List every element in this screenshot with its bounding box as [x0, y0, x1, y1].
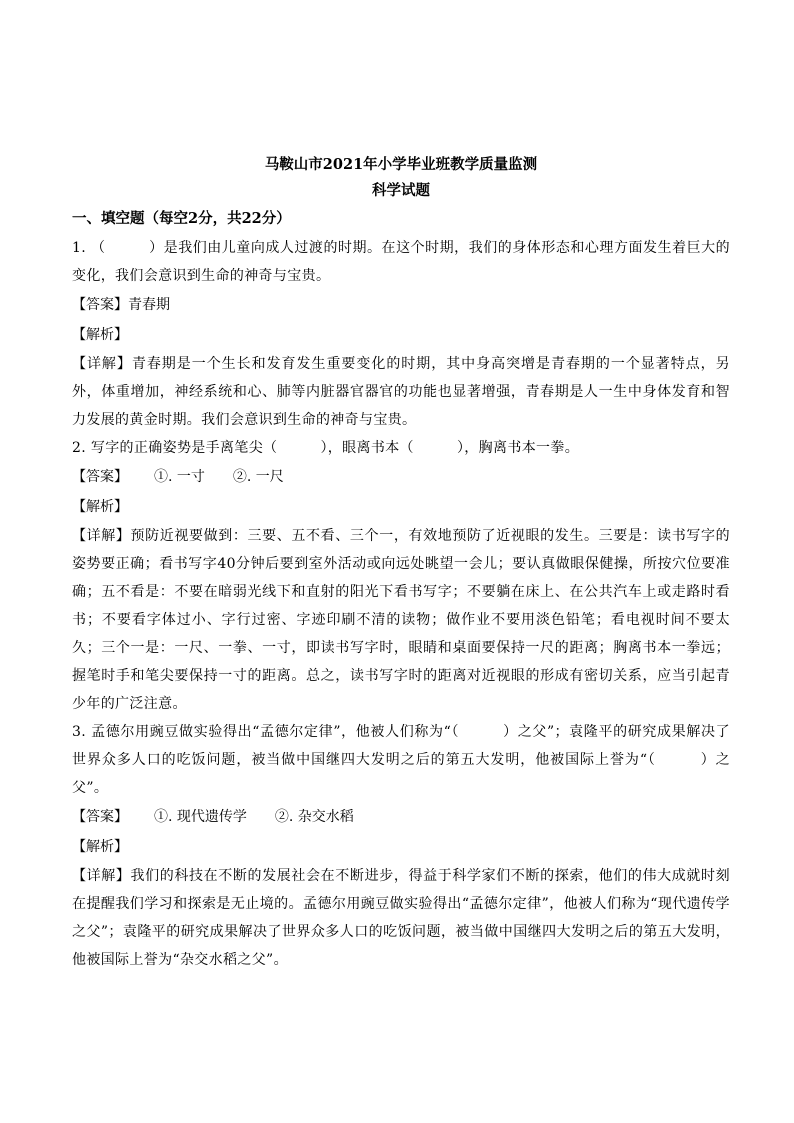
answer-value-1: ①. 一寸 [154, 469, 205, 485]
answer-label: 【答案】 [72, 469, 128, 485]
detail-3 [72, 862, 730, 974]
detail-text: 青春期是一个生长和发育发生重要变化的时期，其中身高突增是青春期的一个显著特点，另外，体重增加，神经系统和心、肺等内脏器官器官的功能也显著增强，青春期是人一生中身体发育和智力发展的黄金时期。我们会意识到生命的神奇与宝贵。 [72, 356, 730, 428]
answer-row-2 [72, 462, 730, 492]
analysis-label: 【解析】 [72, 499, 128, 515]
detail-1 [72, 350, 730, 434]
analysis-label: 【解析】 [72, 839, 128, 855]
answer-value: 青春期 [128, 297, 170, 313]
detail-2 [72, 522, 730, 718]
answer-value-2: ②. 一尺 [232, 469, 284, 485]
document-page [72, 152, 730, 974]
answer-row-3 [72, 802, 730, 832]
detail-label: 【详解】 [72, 356, 132, 372]
page-title: 马鞍山市2021年小学毕业班教学质量监测 [264, 156, 538, 173]
detail-text: 预防近视要做到：三要、五不看、三个一，有效地预防了近视眼的发生。三要是：读书写字的姿势要正确；看书写字40分钟后要到室外活动或向远处眺望一会儿；要认真做眼保健操，所按穴位要准确；五不看是：不要在暗弱光线下和直射的阳光下看书写字；不要躺在床上、在公共汽车上或走路时看书；不要看字体过小、字行过密、字迹印刷不清的读物；做作业不要用淡色铅笔；看电视时间不要太久；三个一是：一尺、一拳、一寸，即读书写字时，眼睛和桌面要保持一尺的距离；胸离书本一拳远；握笔时手和笔尖要保持一寸的距离。总之，读书写字时的距离对近视眼的形成有密切关系，应当引起青少年的广泛注意。 [72, 528, 730, 712]
question-2: 2. 写字的正确姿势是手离笔尖（ ），眼离书本（ ），胸离书本一拳。 [72, 440, 580, 456]
page-subtitle: 科学试题 [372, 182, 430, 199]
answer-row-1 [72, 290, 730, 320]
question-1: 1. （ ）是我们由儿童向成人过渡的时期。在这个时期，我们的身体形态和心理方面发生着巨大的变化，我们会意识到生命的神奇与宝贵。 [72, 240, 730, 284]
analysis-label: 【解析】 [72, 327, 128, 343]
answer-label: 【答案】 [72, 809, 128, 825]
section-heading: 一、填空题（每空2分，共22分） [72, 210, 291, 227]
detail-text: 我们的科技在不断的发展社会在不断进步，得益于科学家们不断的探索，他们的伟大成就时刻在提醒我们学习和探索是无止境的。孟德尔用豌豆做实验得出“孟德尔定律”，他被人们称为“现代遗传学之父”；袁隆平的研究成果解决了世界众多人口的吃饭问题，被当做中国继四大发明之后的第五大发明，他被国际上誉为“杂交水稻之父”。 [72, 868, 730, 968]
question-3: 3. 孟德尔用豌豆做实验得出“孟德尔定律”，他被人们称为“（ ）之父”；袁隆平的研究成果解决了世界众多人口的吃饭问题，被当做中国继四大发明之后的第五大发明，他被国际上誉为“（ ）之父”。 [72, 724, 730, 796]
detail-label: 【详解】 [72, 868, 131, 884]
answer-value-2: ②. 杂交水稻 [274, 809, 354, 825]
answer-label: 【答案】 [72, 297, 128, 313]
answer-value-1: ①. 现代遗传学 [154, 809, 247, 825]
detail-label: 【详解】 [72, 528, 131, 544]
